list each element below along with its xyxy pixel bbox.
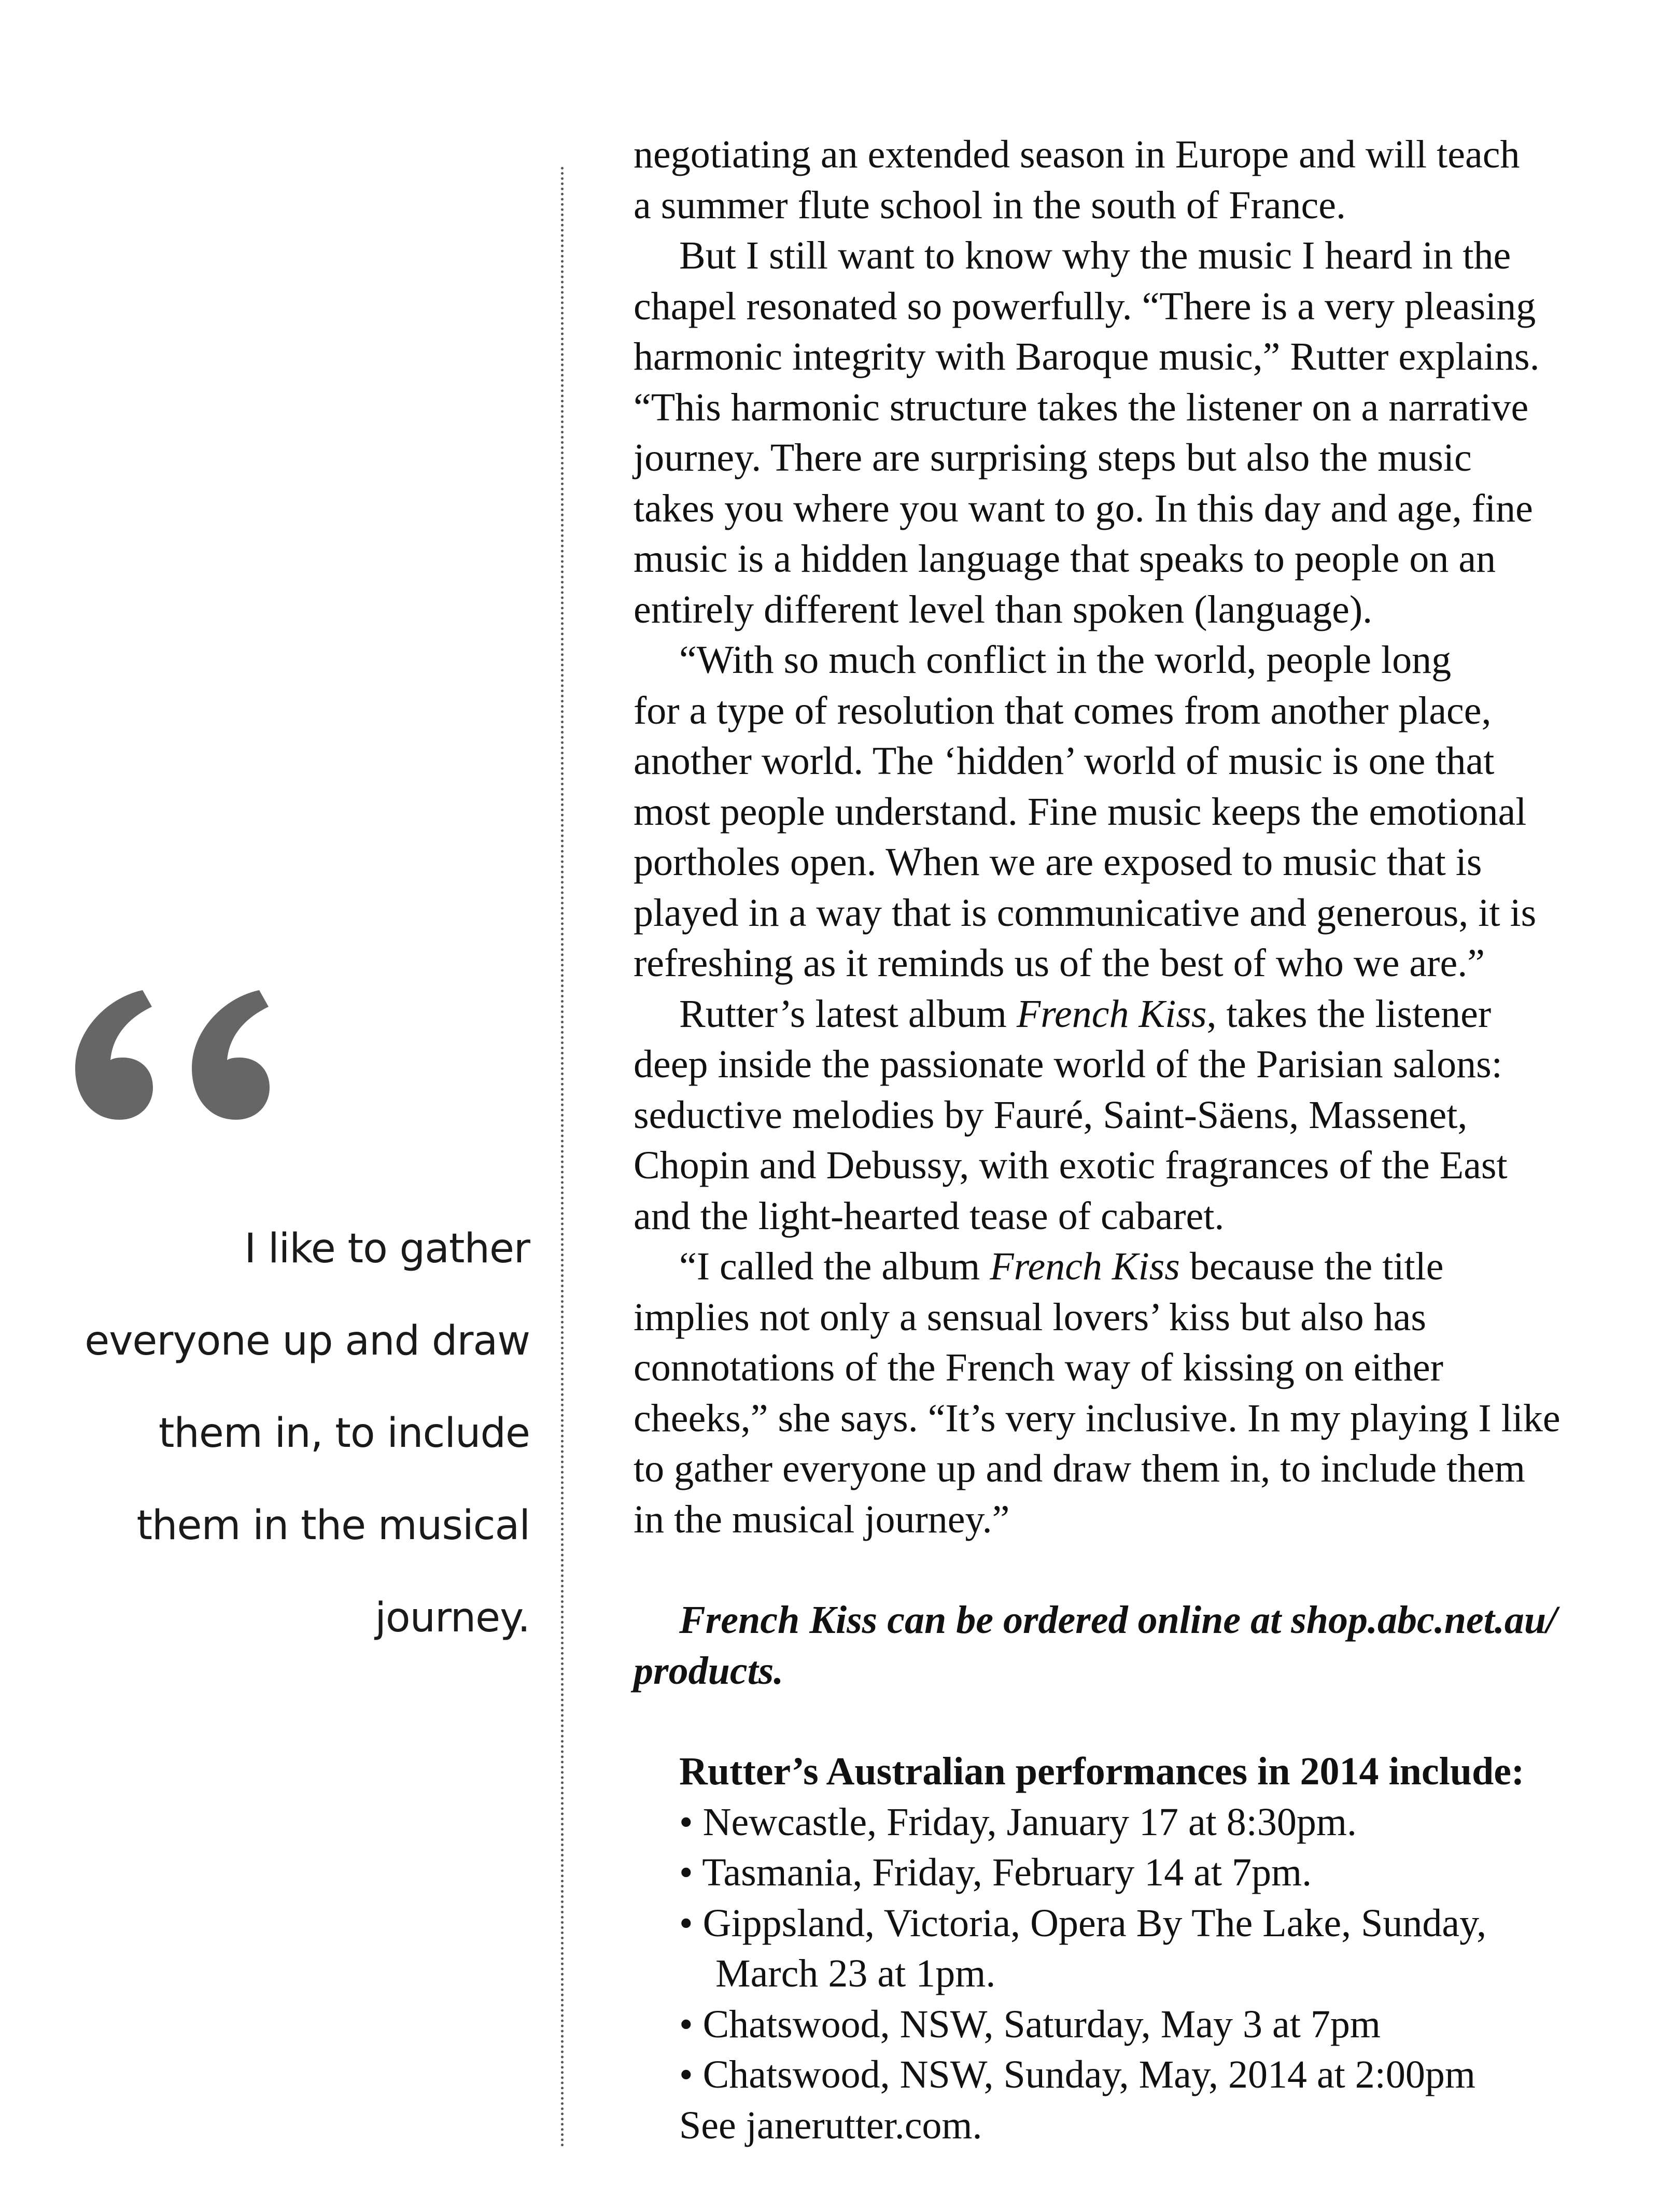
text-line: a summer flute school in the south of France.: [634, 183, 1346, 227]
pull-quote-line: them in, to include: [158, 1410, 530, 1457]
text-run: because the title: [1179, 1245, 1444, 1288]
text-line: takes you where you want to go. In this day and age, fine: [634, 486, 1533, 530]
text-line: implies not only a sensual lovers’ kiss but also has: [634, 1295, 1426, 1339]
text-line: deep inside the passionate world of the Parisian salons:: [634, 1042, 1502, 1086]
text-line: harmonic integrity with Baroque music,” Rutter explains.: [634, 335, 1540, 378]
text-line: portholes open. When we are exposed to music that is: [634, 840, 1482, 884]
text-line: in the musical journey.”: [634, 1497, 1010, 1541]
text-line: negotiating an extended season in Europe and will teach: [634, 133, 1520, 176]
pull-quote-line: I like to gather: [244, 1225, 530, 1272]
paragraph-chapel: [634, 231, 1608, 635]
dotted-divider: [561, 167, 564, 2148]
text-line: But I still want to know why the music I heard in the: [679, 234, 1511, 277]
text-line: to gather everyone up and draw them in, to include them: [634, 1447, 1526, 1490]
text-run: “I called the album: [679, 1245, 990, 1288]
order-info: [634, 1595, 1608, 1696]
paragraph-album: [634, 989, 1608, 1242]
pull-quote: [84, 1203, 530, 1664]
list-item: • Tasmania, Friday, February 14 at 7pm.: [679, 1851, 1312, 1894]
website-note: See janerutter.com.: [679, 2103, 982, 2147]
paragraph-continuation: [634, 130, 1608, 231]
spacer: [634, 1545, 1608, 1595]
text-line: [634, 1242, 1608, 1292]
album-title: French Kiss: [990, 1245, 1180, 1288]
list-item: • Chatswood, NSW, Saturday, May 3 at 7pm: [679, 2002, 1381, 2046]
paragraph-conflict: [634, 635, 1608, 989]
list-item: • Newcastle, Friday, January 17 at 8:30pm.: [679, 1800, 1357, 1844]
text-line: journey. There are surprising steps but also the music: [634, 436, 1472, 480]
text-line: Rutter’s Australian performances in 2014 include:: [679, 1750, 1525, 1793]
text-line: products.: [634, 1649, 784, 1693]
text-line: connotations of the French way of kissing on either: [634, 1346, 1443, 1389]
text-line: and the light-hearted tease of cabaret.: [634, 1194, 1225, 1238]
text-line: played in a way that is communicative and generous, it is: [634, 891, 1537, 935]
list-item-continuation: March 23 at 1pm.: [715, 1952, 996, 1995]
paragraph-title-meaning: [634, 1242, 1608, 1545]
text-line: French Kiss can be ordered online at shop.abc.net.au/: [679, 1598, 1557, 1642]
text-line: “This harmonic structure takes the listener on a narrative: [634, 385, 1529, 429]
text-line: Chopin and Debussy, with exotic fragrances of the East: [634, 1144, 1508, 1187]
text-run: Rutter’s latest album: [679, 992, 1017, 1036]
text-run: , takes the listener: [1206, 992, 1492, 1036]
list-item: • Chatswood, NSW, Sunday, May, 2014 at 2:00pm: [679, 2053, 1476, 2096]
article-body: [634, 130, 1608, 2151]
text-line: seductive melodies by Fauré, Saint-Säens, Massenet,: [634, 1093, 1468, 1137]
text-line: another world. The ‘hidden’ world of music is one that: [634, 739, 1495, 783]
text-line: for a type of resolution that comes from another place,: [634, 688, 1492, 732]
text-line: “With so much conflict in the world, people long: [679, 638, 1452, 682]
performances-heading: [634, 1746, 1608, 1797]
text-line: music is a hidden language that speaks to people on an: [634, 537, 1496, 581]
text-line: [634, 989, 1608, 1040]
spacer: [634, 1696, 1608, 1746]
text-line: entirely different level than spoken (language).: [634, 587, 1373, 631]
pull-quote-line: them in the musical: [136, 1502, 530, 1549]
performances-list: [634, 1797, 1608, 2151]
text-line: most people understand. Fine music keeps the emotional: [634, 790, 1527, 834]
list-item: • Gippsland, Victoria, Opera By The Lake, Sunday,: [679, 1901, 1487, 1945]
pull-quote-line: everyone up and draw: [85, 1318, 530, 1364]
text-line: chapel resonated so powerfully. “There is a very pleasing: [634, 284, 1536, 328]
text-line: refreshing as it reminds us of the best of who we are.”: [634, 941, 1485, 985]
text-line: cheeks,” she says. “It’s very inclusive. In my playing I like: [634, 1396, 1560, 1440]
album-title: French Kiss: [1016, 992, 1207, 1036]
quote-mark-icon: [65, 975, 272, 1125]
pull-quote-line: journey.: [375, 1595, 530, 1641]
